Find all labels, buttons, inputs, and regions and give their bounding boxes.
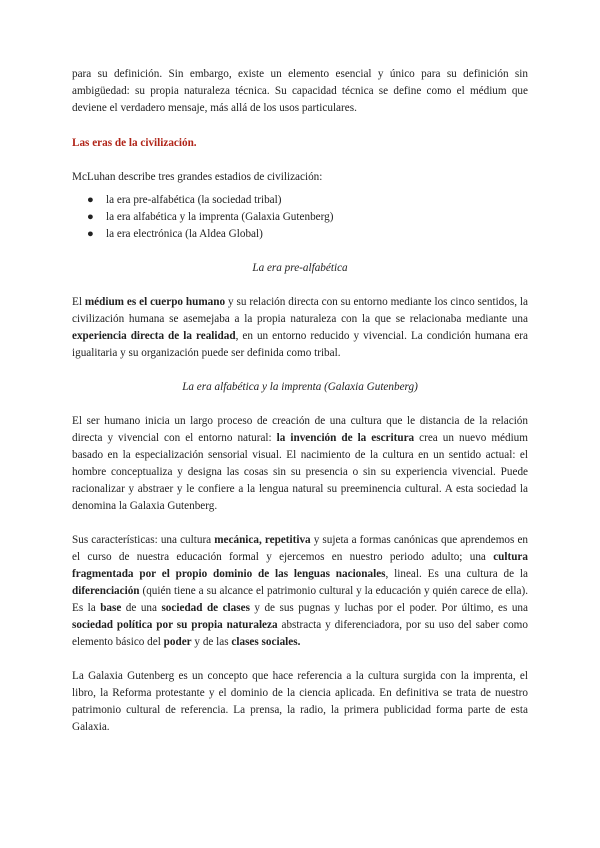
- bold-phrase: médium es el cuerpo humano: [84, 296, 226, 308]
- bullet-icon: ●: [87, 194, 94, 206]
- list-item: [72, 192, 528, 209]
- bullet-icon: ●: [87, 211, 94, 223]
- bold-phrase: poder: [163, 636, 192, 648]
- bold-phrase: base: [100, 602, 122, 614]
- subtitle-alfabetica: La era alfabética y la imprenta (Galaxia Gutenberg): [182, 381, 418, 393]
- list-item-text: la era alfabética y la imprenta (Galaxia Gutenberg): [106, 211, 334, 223]
- list-item-text: la era pre-alfabética (la sociedad tribal): [106, 194, 282, 206]
- paragraph-alfabetica-3: La Galaxia Gutenberg es un concepto que hace referencia a la cultura surgida con la imprenta, el libro, la Reforma protestante y el dominio de la ciencia aplicada. En definitiva se trata de nuestro patrimonio cultural de referencia. La prensa, la radio, la primera publicidad forma parte de esta Galaxia.: [72, 670, 528, 733]
- document-page: [72, 66, 528, 736]
- bold-phrase: diferenciación: [72, 585, 140, 597]
- list-item: [72, 226, 528, 243]
- paragraph-alfabetica-1: El ser humano inicia un largo proceso de creación de una cultura que le distancia de la relación directa y vivencial con el entorno natural: la invención de la escritura crea un nuevo médium basado en la especialización sensorial visual. El nacimiento de la cultura en un sentido actual: el hombre conceptualiza y designa las cosas sin su presencia o sin su experiencia vivencial. Puede racionalizar y abstraer y le confiere a la lengua natural su preeminencia cultural. A esta sociedad la denomina la Galaxia Gutenberg.: [72, 415, 528, 512]
- paragraph-alfabetica-2: Sus características: una cultura mecánica, repetitiva y sujeta a formas canónicas que aprendemos en el curso de nuestra educación formal y ejercemos en nuestro periodo adulto; una cultura fragmentada por el propio dominio de las lenguas nacionales, lineal. Es una cultura de la diferenciación (quién tiene a su alcance el patrimonio cultural y la educación y quién carece de ella). Es la base de una sociedad de clases y de sus pugnas y luchas por el poder. Por último, es una sociedad política por su propia naturaleza abstracta y diferenciadora, por su uso del saber como elemento básico del poder y de las clases sociales.: [72, 534, 529, 648]
- list-item-text: la era electrónica (la Aldea Global): [106, 228, 263, 240]
- list-item: [72, 209, 528, 226]
- paragraph-pre-alfabetica: El médium es el cuerpo humano y su relación directa con su entorno mediante los cinco sentidos, la civilización humana se asemejaba a la propia naturaleza con la que se relacionaba mediante una experiencia directa de la realidad, en un entorno reducido y vivencial. La condición humana era igualitaria y su organización puede ser definida como tribal.: [72, 296, 528, 359]
- civilization-stages-list: [72, 192, 528, 243]
- bold-phrase: mecánica, repetitiva: [214, 534, 311, 546]
- bold-phrase: experiencia directa de la realidad: [72, 330, 236, 342]
- bold-phrase: sociedad política por su propia naturaleza: [72, 619, 278, 631]
- bold-phrase: la invención de la escritura: [276, 432, 415, 444]
- section-lead: McLuhan describe tres grandes estadios de civilización:: [72, 171, 323, 183]
- intro-paragraph: para su definición. Sin embargo, existe un elemento esencial y único para su definición sin ambigüedad: su propia naturaleza técnica. Su capacidad técnica se define como el médium que deviene el verdadero mensaje, más allá de los usos particulares.: [72, 68, 528, 114]
- subtitle-pre-alfabetica: La era pre-alfabética: [252, 262, 348, 274]
- section-heading: Las eras de la civilización.: [72, 137, 197, 149]
- bullet-icon: ●: [87, 228, 94, 240]
- bold-phrase: clases sociales.: [231, 636, 301, 648]
- bold-phrase: sociedad de clases: [161, 602, 250, 614]
- bold-phrase: cultura fragmentada por el propio dominio de las lenguas nacionales: [72, 551, 528, 580]
